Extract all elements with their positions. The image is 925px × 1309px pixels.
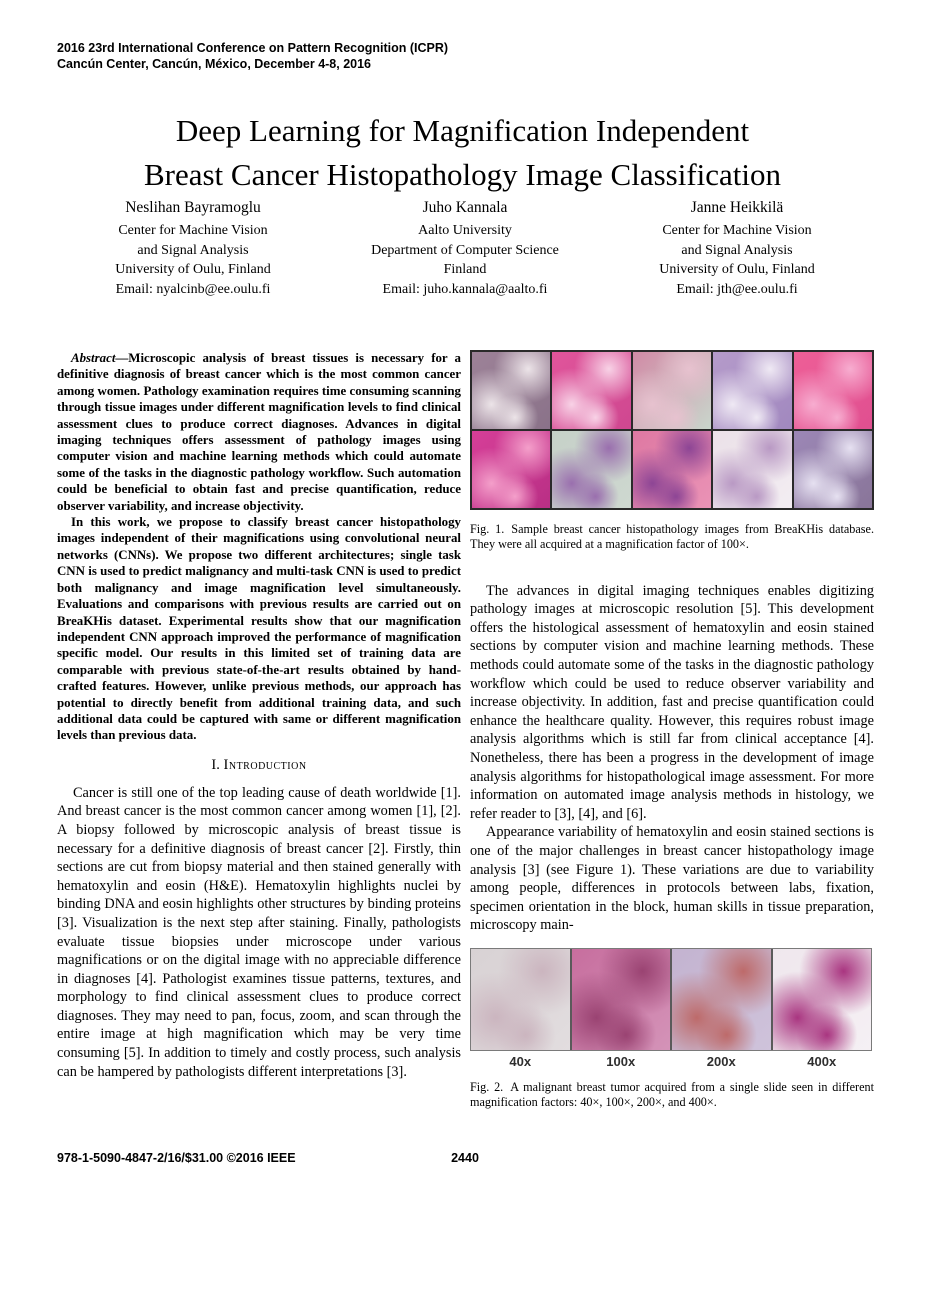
title-line-2: Breast Cancer Histopathology Image Classification: [143, 156, 782, 192]
figure1-caption-label: Fig. 1.: [470, 522, 505, 536]
histology-image-tile: [472, 431, 550, 508]
author-1: [57, 198, 329, 299]
abstract-paragraph-1: [57, 350, 461, 514]
author-2: [329, 198, 601, 299]
author-email: Email: nyalcinb@ee.oulu.fi: [115, 281, 271, 297]
histology-image-tile: [713, 431, 791, 508]
introduction-paragraph-1: Cancer is still one of the top leading cause of death worldwide [1]. And breast cancer is the most common cancer among women [1], [2]. A biopsy followed by microscopic analysis of breast tissue is necessary for a definitive diagnosis of breast cancer [2]. Firstly, thin sections are cut from biopsy material and then stained generally with hematoxylin and eosin (H&E). Hematoxylin highlights nuclei by binding DNA and eosin highlights other structures by binding proteins [3]. Visualization is the next step after staining. Finally, pathologists evaluate tissue biopsies under microscope under various magnifications or on the digital image with no appreciable difference in diagnoses [4]. Pathologist examines tissue patterns, textures, and morphology to find clinical assessment clues to produce correct diagnoses. They may need to pan, focus, zoom, and scan through the entire image at high magnification which may be very time consuming [5]. In addition to timely and costly process, such analysis can be hampered by pathologists different interpretations [3].: [57, 784, 461, 1080]
abstract-label: Abstract: [71, 351, 116, 365]
figure1-caption: [470, 522, 874, 552]
author-name: Neslihan Bayramoglu: [125, 199, 261, 216]
author-email: Email: jth@ee.oulu.fi: [676, 281, 798, 297]
histology-image-tile: [472, 352, 550, 429]
right-paragraph-2: Appearance variability of hematoxylin and eosin stained sections is one of the major challenges in breast cancer histopathology image analysis [3] (see Figure 1). These variations are due to variability among people, differences in protocols between labs, fixation, specimen orientation in the block, human skills in tissue preparation, microscopy main-: [470, 824, 874, 934]
author-affiliation: and Signal Analysis: [137, 242, 249, 258]
author-name: Janne Heikkilä: [690, 199, 784, 216]
author-3: [601, 198, 873, 299]
histology-image-tile: [794, 431, 872, 508]
author-list: [57, 198, 873, 299]
magnification-label-400x: 400x: [807, 1053, 837, 1069]
histology-image-tile: [794, 352, 872, 429]
title-line-1: Deep Learning for Magnification Independent: [175, 112, 750, 148]
copyright-notice: 978-1-5090-4847-2/16/$31.00 ©2016 IEEE: [57, 1151, 296, 1165]
histology-image-tile: [773, 949, 872, 1050]
figure1-caption-text: Sample breast cancer histopathology images from BreaKHis database. They were all acquired at a magnification factor of 100×.: [470, 522, 874, 551]
page-title: [0, 109, 925, 197]
left-column: [57, 350, 461, 1081]
author-name: Juho Kannala: [422, 199, 508, 216]
magnification-label-100x: 100x: [606, 1053, 636, 1069]
figure2-caption-text: A malignant breast tumor acquired from a single slide seen in different magnification factors: 40×, 100×, 200×, and 400×.: [470, 1079, 874, 1109]
histology-image-tile: [672, 949, 771, 1050]
author-affiliation: Aalto University: [418, 223, 512, 238]
histology-image-tile: [471, 949, 570, 1050]
section-title: Introduction: [223, 756, 307, 773]
figure1-image-grid: [470, 350, 874, 510]
author-affiliation: Finland: [443, 262, 487, 277]
histology-image-tile: [633, 431, 711, 508]
magnification-label-40x: 40x: [509, 1053, 532, 1069]
author-email: Email: juho.kannala@aalto.fi: [382, 281, 548, 297]
abstract-paragraph-2: In this work, we propose to classify breast cancer histopathology images independent of their magnifications using convolutional neural networks (CNNs). We propose two different architectures; single task CNN is used to predict malignancy and multi-task CNN is used to predict both malignancy and image magnification level simultaneously. Evaluations and comparisons with previous results are carried out on BreaKHis dataset. Experimental results show that our magnification independent CNN approach improved the performance of magnification specific model. Our results in this limited set of training data are comparable with previous state-of-the-art results obtained by hand-crafted features. However, unlike previous methods, our approach has potential to directly benefit from additional training data, and such additional data could be captured with same or different magnification levels than previous data.: [57, 515, 461, 743]
author-affiliation: University of Oulu, Finland: [115, 262, 271, 277]
histology-image-tile: [552, 352, 630, 429]
histology-image-tile: [572, 949, 671, 1050]
abstract-text-1: —Microscopic analysis of breast tissues is necessary for a definitive diagnosis of breast cancer which is the most common cancer among women. Pathology examination requires time consuming scanning through tissue images under different magnification levels to find clinical assessment clues to produce correct diagnoses. Advances in digital imaging techniques offers assessment of pathology images using computer vision and machine learning methods which could automate some of the tasks in the diagnostic pathology workflow. Such automation could be beneficial to obtain fast and precise quantification, reduce observer variability, and increase objectivity.: [57, 351, 461, 513]
author-affiliation: and Signal Analysis: [681, 242, 793, 258]
right-paragraph-1: The advances in digital imaging techniques enables digitizing pathology images at microscopic resolution [5]. This development offers the histological assessment of hematoxylin and eosin stained sections by computer vision and machine learning methods. These methods could automate some of the tasks in the diagnostic pathology workflow which could be used to reduce observer variability and increase objectivity. In addition, fast and precise quantification could enhance the healthcare quality. However, this requires robust image analysis algorithms which is still far from clinical acceptance [4]. Nonetheless, there has been a progress in the development of image analysis algorithms for histopathological image assessment. For more information on automated image analysis methods in histology, we refer reader to [3], [4], and [6].: [470, 582, 874, 822]
conference-name: 2016 23rd International Conference on Pattern Recognition (ICPR): [57, 41, 449, 55]
author-affiliation: Center for Machine Vision: [118, 223, 268, 238]
figure2-caption-label: Fig. 2.: [470, 1079, 504, 1094]
author-affiliation: University of Oulu, Finland: [659, 262, 815, 277]
magnification-label-200x: 200x: [706, 1053, 736, 1069]
figure2-magnification-labels: [470, 1053, 872, 1071]
author-affiliation: Department of Computer Science: [371, 242, 559, 258]
section-heading-introduction: [57, 757, 461, 774]
conference-location-date: Cancún Center, Cancún, México, December 4-8, 2016: [57, 57, 372, 71]
right-column: [470, 350, 874, 1109]
histology-image-tile: [552, 431, 630, 508]
page-number: 2440: [451, 1151, 479, 1165]
figure2-image-grid: [470, 948, 872, 1051]
conference-header: [57, 40, 448, 72]
histology-image-tile: [633, 352, 711, 429]
figure2-caption: [470, 1080, 874, 1110]
author-affiliation: Center for Machine Vision: [662, 223, 812, 238]
histology-image-tile: [713, 352, 791, 429]
section-number: I.: [211, 756, 220, 773]
